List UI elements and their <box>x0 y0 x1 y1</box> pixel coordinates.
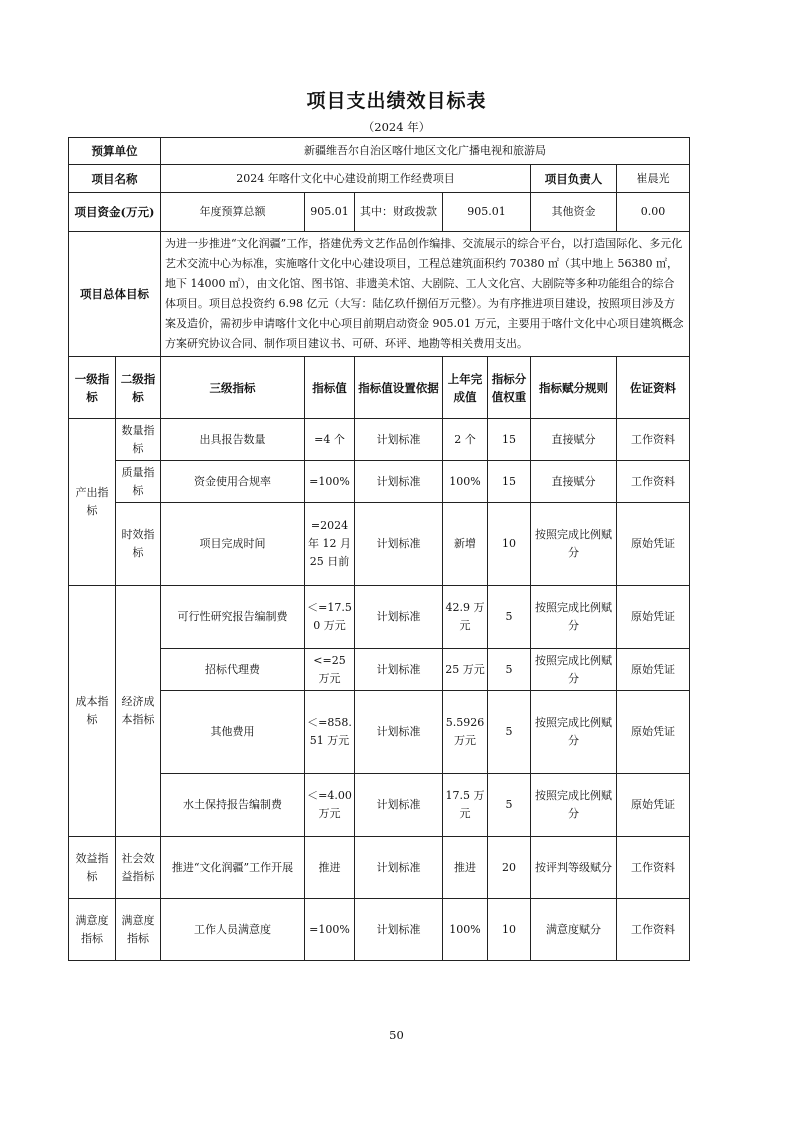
project-name-label: 项目名称 <box>69 165 161 193</box>
table-row <box>69 774 690 837</box>
row-evidence: 原始凭证 <box>617 774 690 837</box>
row-evidence: 工作资料 <box>617 461 690 503</box>
row-name: 招标代理费 <box>161 649 305 691</box>
group-quantity: 数量指标 <box>116 419 161 461</box>
group-economic-cost: 经济成本指标 <box>116 586 161 837</box>
row-value: =4 个 <box>305 419 355 461</box>
annual-total-label: 年度预算总额 <box>161 193 305 232</box>
row-value: =100% <box>305 461 355 503</box>
table-row <box>69 837 690 899</box>
row-rule: 按照完成比例赋分 <box>531 503 617 586</box>
row-evidence: 原始凭证 <box>617 586 690 649</box>
performance-table <box>68 137 690 961</box>
group-social-benefit: 社会效益指标 <box>116 837 161 899</box>
row-weight: 10 <box>488 899 531 961</box>
row-name: 工作人员满意度 <box>161 899 305 961</box>
row-weight: 5 <box>488 586 531 649</box>
row-last: 2 个 <box>443 419 488 461</box>
row-rule: 按照完成比例赋分 <box>531 774 617 837</box>
project-name-value: 2024 年喀什文化中心建设前期工作经费项目 <box>161 165 531 193</box>
table-row <box>69 649 690 691</box>
row-last: 5.5926 万元 <box>443 691 488 774</box>
header-last-year: 上年完成值 <box>443 357 488 419</box>
row-last: 新增 <box>443 503 488 586</box>
table-row <box>69 899 690 961</box>
row-rule: 按评判等级赋分 <box>531 837 617 899</box>
group-satisfaction: 满意度指标 <box>69 899 116 961</box>
row-weight: 5 <box>488 774 531 837</box>
row-value: 推进 <box>305 837 355 899</box>
row-rule: 直接赋分 <box>531 419 617 461</box>
header-rule: 指标赋分规则 <box>531 357 617 419</box>
header-level1: 一级指标 <box>69 357 116 419</box>
table-row <box>69 586 690 649</box>
row-basis: 计划标准 <box>355 419 443 461</box>
header-weight: 指标分值权重 <box>488 357 531 419</box>
row-basis: 计划标准 <box>355 503 443 586</box>
row-weight: 5 <box>488 649 531 691</box>
row-basis: 计划标准 <box>355 586 443 649</box>
goal-text: 为进一步推进“文化润疆”工作，搭建优秀文艺作品创作编排、交流展示的综合平台，以打造国际化、多元化艺术交流中心为标准，实施喀什文化中心建设项目，工程总建筑面积约 70380 ㎡（其中地上 56380 ㎡，地下 14000 ㎡），由文化馆、图书馆、非遗美术馆、大剧院、工人文化宫、大剧院等多种功能组合的综合体项目。项目总投资约 6.98 亿元（大写：陆亿玖仟捌佰万元整）。为有序推进项目建设，按照项目涉及方案及造价，需初步申请喀什文化中心项目前期启动资金 905.01 万元，主要用于喀什文化中心项目建筑概念方案研究协议合同、制作项目建议书、可研、环评、地勘等相关费用支出。 <box>161 232 690 357</box>
row-basis: 计划标准 <box>355 649 443 691</box>
fiscal-value: 905.01 <box>443 193 531 232</box>
row-last: 42.9 万元 <box>443 586 488 649</box>
group-cost: 成本指标 <box>69 586 116 837</box>
table-row <box>69 461 690 503</box>
goal-label: 项目总体目标 <box>69 232 161 357</box>
year-label: （2024 年） <box>362 120 431 134</box>
row-rule: 直接赋分 <box>531 461 617 503</box>
row-weight: 20 <box>488 837 531 899</box>
group-timeliness: 时效指标 <box>116 503 161 586</box>
owner-label: 项目负责人 <box>531 165 617 193</box>
row-value: <=25 万元 <box>305 649 355 691</box>
row-evidence: 工作资料 <box>617 899 690 961</box>
row-weight: 15 <box>488 419 531 461</box>
group-output: 产出指标 <box>69 419 116 586</box>
row-value: ＜=858.51 万元 <box>305 691 355 774</box>
budget-unit-value: 新疆维吾尔自治区喀什地区文化广播电视和旅游局 <box>161 138 690 165</box>
row-name: 出具报告数量 <box>161 419 305 461</box>
header-evidence: 佐证资料 <box>617 357 690 419</box>
row-name: 推进“文化润疆”工作开展 <box>161 837 305 899</box>
fiscal-label: 其中：财政拨款 <box>355 193 443 232</box>
row-basis: 计划标准 <box>355 691 443 774</box>
header-value: 指标值 <box>305 357 355 419</box>
row-basis: 计划标准 <box>355 774 443 837</box>
row-basis: 计划标准 <box>355 837 443 899</box>
header-level2: 二级指标 <box>116 357 161 419</box>
other-label: 其他资金 <box>531 193 617 232</box>
row-evidence: 工作资料 <box>617 419 690 461</box>
other-value: 0.00 <box>617 193 690 232</box>
page-title: 项目支出绩效目标表 <box>306 90 487 112</box>
row-rule: 按照完成比例赋分 <box>531 586 617 649</box>
row-rule: 满意度赋分 <box>531 899 617 961</box>
row-name: 水土保持报告编制费 <box>161 774 305 837</box>
row-last: 17.5 万元 <box>443 774 488 837</box>
row-last: 推进 <box>443 837 488 899</box>
row-evidence: 原始凭证 <box>617 691 690 774</box>
header-level3: 三级指标 <box>161 357 305 419</box>
group-satisfaction-sub: 满意度指标 <box>116 899 161 961</box>
row-last: 100% <box>443 899 488 961</box>
row-basis: 计划标准 <box>355 461 443 503</box>
group-benefit: 效益指标 <box>69 837 116 899</box>
header-basis: 指标值设置依据 <box>355 357 443 419</box>
table-row <box>69 419 690 461</box>
funds-label: 项目资金(万元) <box>69 193 161 232</box>
row-value: =100% <box>305 899 355 961</box>
row-weight: 10 <box>488 503 531 586</box>
row-rule: 按照完成比例赋分 <box>531 649 617 691</box>
group-quality: 质量指标 <box>116 461 161 503</box>
row-basis: 计划标准 <box>355 899 443 961</box>
row-weight: 15 <box>488 461 531 503</box>
row-evidence: 原始凭证 <box>617 503 690 586</box>
annual-total-value: 905.01 <box>305 193 355 232</box>
row-name: 资金使用合规率 <box>161 461 305 503</box>
page-number: 50 <box>389 1028 404 1042</box>
row-evidence: 原始凭证 <box>617 649 690 691</box>
row-name: 项目完成时间 <box>161 503 305 586</box>
row-name: 可行性研究报告编制费 <box>161 586 305 649</box>
row-evidence: 工作资料 <box>617 837 690 899</box>
row-weight: 5 <box>488 691 531 774</box>
row-value: ＜=17.50 万元 <box>305 586 355 649</box>
row-last: 25 万元 <box>443 649 488 691</box>
owner-value: 崔晨光 <box>617 165 690 193</box>
table-row <box>69 691 690 774</box>
row-value: ＜=4.00 万元 <box>305 774 355 837</box>
row-value: =2024 年 12 月 25 日前 <box>305 503 355 586</box>
table-row <box>69 503 690 586</box>
budget-unit-label: 预算单位 <box>69 138 161 165</box>
row-rule: 按照完成比例赋分 <box>531 691 617 774</box>
row-last: 100% <box>443 461 488 503</box>
row-name: 其他费用 <box>161 691 305 774</box>
